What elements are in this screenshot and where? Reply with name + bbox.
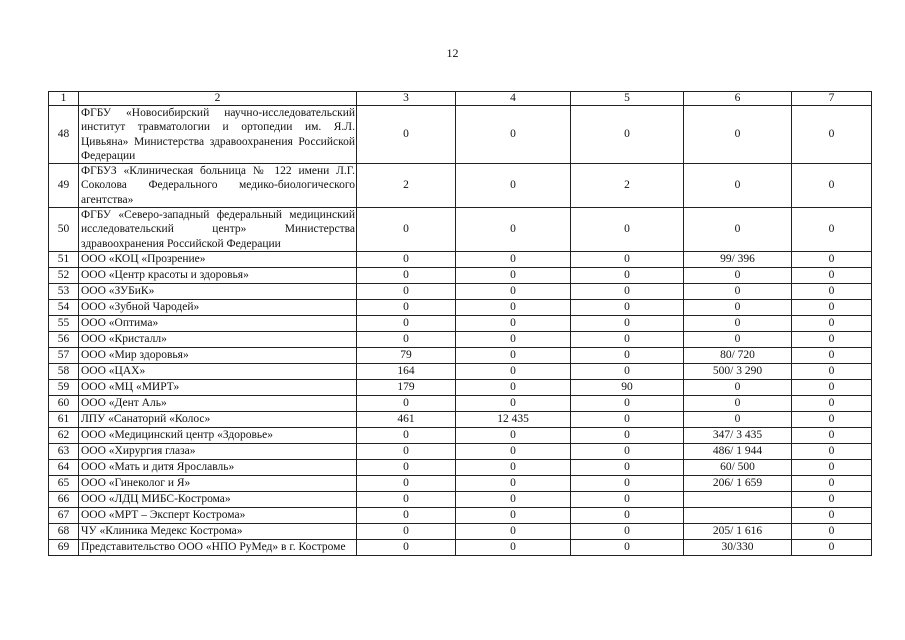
table-row bbox=[49, 363, 872, 379]
value-col3: 0 bbox=[357, 208, 456, 252]
column-header: 3 bbox=[357, 92, 456, 106]
value-col6: 0 bbox=[684, 395, 792, 411]
row-number: 69 bbox=[49, 539, 79, 555]
value-col6: 0 bbox=[684, 164, 792, 208]
value-col7: 0 bbox=[792, 411, 872, 427]
organization-name: ООО «ЦАХ» bbox=[79, 363, 357, 379]
value-col5: 0 bbox=[571, 331, 684, 347]
value-col5: 2 bbox=[571, 164, 684, 208]
organization-name: ООО «Хирургия глаза» bbox=[79, 443, 357, 459]
value-col3: 461 bbox=[357, 411, 456, 427]
column-header: 1 bbox=[49, 92, 79, 106]
value-col3: 0 bbox=[357, 427, 456, 443]
value-col3: 0 bbox=[357, 523, 456, 539]
value-col6: 0 bbox=[684, 283, 792, 299]
value-col3: 0 bbox=[357, 491, 456, 507]
row-number: 59 bbox=[49, 379, 79, 395]
row-number: 51 bbox=[49, 251, 79, 267]
organization-name: ООО «Зубной Чародей» bbox=[79, 299, 357, 315]
value-col5: 0 bbox=[571, 363, 684, 379]
value-col6: 347/ 3 435 bbox=[684, 427, 792, 443]
value-col4: 0 bbox=[456, 315, 571, 331]
organization-name: ООО «Гинеколог и Я» bbox=[79, 475, 357, 491]
value-col7: 0 bbox=[792, 299, 872, 315]
table-row bbox=[49, 475, 872, 491]
value-col7: 0 bbox=[792, 283, 872, 299]
table-row bbox=[49, 395, 872, 411]
value-col7: 0 bbox=[792, 459, 872, 475]
row-number: 53 bbox=[49, 283, 79, 299]
table-row bbox=[49, 208, 872, 252]
table-row bbox=[49, 251, 872, 267]
table-row bbox=[49, 315, 872, 331]
row-number: 63 bbox=[49, 443, 79, 459]
table-row bbox=[49, 539, 872, 555]
organization-name: ООО «Кристалл» bbox=[79, 331, 357, 347]
organization-name: ООО «Дент Аль» bbox=[79, 395, 357, 411]
value-col7: 0 bbox=[792, 523, 872, 539]
value-col4: 0 bbox=[456, 347, 571, 363]
organization-name: Представительство ООО «НПО РуМед» в г. Костроме bbox=[79, 539, 357, 555]
row-number: 58 bbox=[49, 363, 79, 379]
page-number: 12 bbox=[446, 46, 459, 60]
table-row bbox=[49, 443, 872, 459]
value-col7: 0 bbox=[792, 208, 872, 252]
value-col4: 0 bbox=[456, 283, 571, 299]
value-col5: 0 bbox=[571, 459, 684, 475]
value-col6: 0 bbox=[684, 208, 792, 252]
organization-name: ООО «Медицинский центр «Здоровье» bbox=[79, 427, 357, 443]
table-row bbox=[49, 427, 872, 443]
value-col4: 0 bbox=[456, 491, 571, 507]
organization-name: ООО «МРТ – Эксперт Кострома» bbox=[79, 507, 357, 523]
row-number: 66 bbox=[49, 491, 79, 507]
value-col3: 0 bbox=[357, 395, 456, 411]
column-header: 4 bbox=[456, 92, 571, 106]
value-col5: 0 bbox=[571, 443, 684, 459]
value-col6: 0 bbox=[684, 315, 792, 331]
value-col7: 0 bbox=[792, 164, 872, 208]
value-col6: 0 bbox=[684, 411, 792, 427]
value-col7: 0 bbox=[792, 106, 872, 164]
value-col5: 0 bbox=[571, 523, 684, 539]
table-row bbox=[49, 299, 872, 315]
organization-name: ФГБУЗ «Клиническая больница № 122 имени Л.Г. Соколова Федерального медико-биологического агентства» bbox=[79, 164, 357, 208]
value-col4: 0 bbox=[456, 331, 571, 347]
value-col5: 0 bbox=[571, 411, 684, 427]
value-col5: 0 bbox=[571, 208, 684, 252]
organization-name: ООО «МЦ «МИРТ» bbox=[79, 379, 357, 395]
value-col5: 0 bbox=[571, 539, 684, 555]
organization-name: ЧУ «Клиника Медекс Кострома» bbox=[79, 523, 357, 539]
value-col6: 30/330 bbox=[684, 539, 792, 555]
table-row bbox=[49, 523, 872, 539]
value-col3: 0 bbox=[357, 507, 456, 523]
value-col3: 0 bbox=[357, 443, 456, 459]
value-col4: 0 bbox=[456, 208, 571, 252]
column-header: 5 bbox=[571, 92, 684, 106]
value-col4: 0 bbox=[456, 379, 571, 395]
table-row bbox=[49, 491, 872, 507]
value-col5: 0 bbox=[571, 427, 684, 443]
value-col6: 486/ 1 944 bbox=[684, 443, 792, 459]
organization-name: ООО «ЛДЦ МИБС-Кострома» bbox=[79, 491, 357, 507]
value-col5: 0 bbox=[571, 347, 684, 363]
row-number: 52 bbox=[49, 267, 79, 283]
row-number: 62 bbox=[49, 427, 79, 443]
value-col6 bbox=[684, 491, 792, 507]
value-col7: 0 bbox=[792, 347, 872, 363]
value-col4: 0 bbox=[456, 443, 571, 459]
value-col5: 0 bbox=[571, 507, 684, 523]
organization-name: ООО «ЗУБиК» bbox=[79, 283, 357, 299]
value-col7: 0 bbox=[792, 379, 872, 395]
value-col7: 0 bbox=[792, 251, 872, 267]
row-number: 55 bbox=[49, 315, 79, 331]
organization-name: ООО «Мир здоровья» bbox=[79, 347, 357, 363]
value-col3: 179 bbox=[357, 379, 456, 395]
value-col6: 0 bbox=[684, 379, 792, 395]
value-col5: 0 bbox=[571, 315, 684, 331]
value-col7: 0 bbox=[792, 427, 872, 443]
value-col6: 205/ 1 616 bbox=[684, 523, 792, 539]
row-number: 64 bbox=[49, 459, 79, 475]
value-col4: 0 bbox=[456, 299, 571, 315]
value-col6: 0 bbox=[684, 267, 792, 283]
value-col3: 2 bbox=[357, 164, 456, 208]
value-col6: 80/ 720 bbox=[684, 347, 792, 363]
value-col3: 0 bbox=[357, 315, 456, 331]
row-number: 56 bbox=[49, 331, 79, 347]
data-table bbox=[48, 91, 872, 556]
value-col4: 12 435 bbox=[456, 411, 571, 427]
column-header: 7 bbox=[792, 92, 872, 106]
value-col6: 60/ 500 bbox=[684, 459, 792, 475]
value-col6: 0 bbox=[684, 106, 792, 164]
row-number: 50 bbox=[49, 208, 79, 252]
row-number: 60 bbox=[49, 395, 79, 411]
value-col5: 0 bbox=[571, 106, 684, 164]
table-row bbox=[49, 283, 872, 299]
row-number: 54 bbox=[49, 299, 79, 315]
value-col7: 0 bbox=[792, 315, 872, 331]
value-col4: 0 bbox=[456, 164, 571, 208]
value-col3: 0 bbox=[357, 267, 456, 283]
value-col5: 0 bbox=[571, 283, 684, 299]
table-row bbox=[49, 106, 872, 164]
value-col5: 0 bbox=[571, 251, 684, 267]
organization-name: ООО «КОЦ «Прозрение» bbox=[79, 251, 357, 267]
value-col6: 500/ 3 290 bbox=[684, 363, 792, 379]
value-col6: 0 bbox=[684, 299, 792, 315]
value-col4: 0 bbox=[456, 459, 571, 475]
value-col5: 0 bbox=[571, 475, 684, 491]
value-col3: 0 bbox=[357, 106, 456, 164]
value-col4: 0 bbox=[456, 507, 571, 523]
organization-name: ООО «Центр красоты и здоровья» bbox=[79, 267, 357, 283]
value-col3: 0 bbox=[357, 283, 456, 299]
row-number: 57 bbox=[49, 347, 79, 363]
organization-name: ЛПУ «Санаторий «Колос» bbox=[79, 411, 357, 427]
value-col3: 79 bbox=[357, 347, 456, 363]
table-row bbox=[49, 379, 872, 395]
value-col7: 0 bbox=[792, 331, 872, 347]
value-col5: 0 bbox=[571, 299, 684, 315]
value-col3: 0 bbox=[357, 459, 456, 475]
value-col4: 0 bbox=[456, 523, 571, 539]
value-col7: 0 bbox=[792, 267, 872, 283]
header-row bbox=[49, 92, 872, 106]
organization-name: ООО «Оптима» bbox=[79, 315, 357, 331]
table-row bbox=[49, 459, 872, 475]
value-col4: 0 bbox=[456, 363, 571, 379]
column-header: 6 bbox=[684, 92, 792, 106]
value-col4: 0 bbox=[456, 427, 571, 443]
value-col7: 0 bbox=[792, 507, 872, 523]
row-number: 68 bbox=[49, 523, 79, 539]
table-row bbox=[49, 507, 872, 523]
column-header: 2 bbox=[79, 92, 357, 106]
value-col3: 0 bbox=[357, 539, 456, 555]
value-col7: 0 bbox=[792, 491, 872, 507]
value-col6: 99/ 396 bbox=[684, 251, 792, 267]
value-col4: 0 bbox=[456, 539, 571, 555]
row-number: 67 bbox=[49, 507, 79, 523]
value-col3: 0 bbox=[357, 251, 456, 267]
value-col6: 0 bbox=[684, 331, 792, 347]
table-row bbox=[49, 347, 872, 363]
value-col7: 0 bbox=[792, 395, 872, 411]
row-number: 49 bbox=[49, 164, 79, 208]
value-col6 bbox=[684, 507, 792, 523]
row-number: 65 bbox=[49, 475, 79, 491]
value-col3: 0 bbox=[357, 299, 456, 315]
value-col5: 90 bbox=[571, 379, 684, 395]
table-row bbox=[49, 331, 872, 347]
value-col6: 206/ 1 659 bbox=[684, 475, 792, 491]
organization-name: ООО «Мать и дитя Ярославль» bbox=[79, 459, 357, 475]
value-col7: 0 bbox=[792, 475, 872, 491]
organization-name: ФГБУ «Северо-западный федеральный медицинский исследовательский центр» Министерства здравоохранения Российской Федерации bbox=[79, 208, 357, 252]
value-col5: 0 bbox=[571, 491, 684, 507]
value-col4: 0 bbox=[456, 475, 571, 491]
value-col4: 0 bbox=[456, 106, 571, 164]
value-col3: 164 bbox=[357, 363, 456, 379]
value-col5: 0 bbox=[571, 267, 684, 283]
value-col4: 0 bbox=[456, 251, 571, 267]
value-col5: 0 bbox=[571, 395, 684, 411]
value-col4: 0 bbox=[456, 395, 571, 411]
row-number: 48 bbox=[49, 106, 79, 164]
value-col7: 0 bbox=[792, 363, 872, 379]
value-col7: 0 bbox=[792, 443, 872, 459]
table-row bbox=[49, 411, 872, 427]
value-col7: 0 bbox=[792, 539, 872, 555]
table-row bbox=[49, 164, 872, 208]
value-col3: 0 bbox=[357, 331, 456, 347]
row-number: 61 bbox=[49, 411, 79, 427]
value-col4: 0 bbox=[456, 267, 571, 283]
value-col3: 0 bbox=[357, 475, 456, 491]
organization-name: ФГБУ «Новосибирский научно-исследовательский институт травматологии и ортопедии им. Я.Л. Цивьяна» Министерства здравоохранения Российской Федерации bbox=[79, 106, 357, 164]
table-row bbox=[49, 267, 872, 283]
